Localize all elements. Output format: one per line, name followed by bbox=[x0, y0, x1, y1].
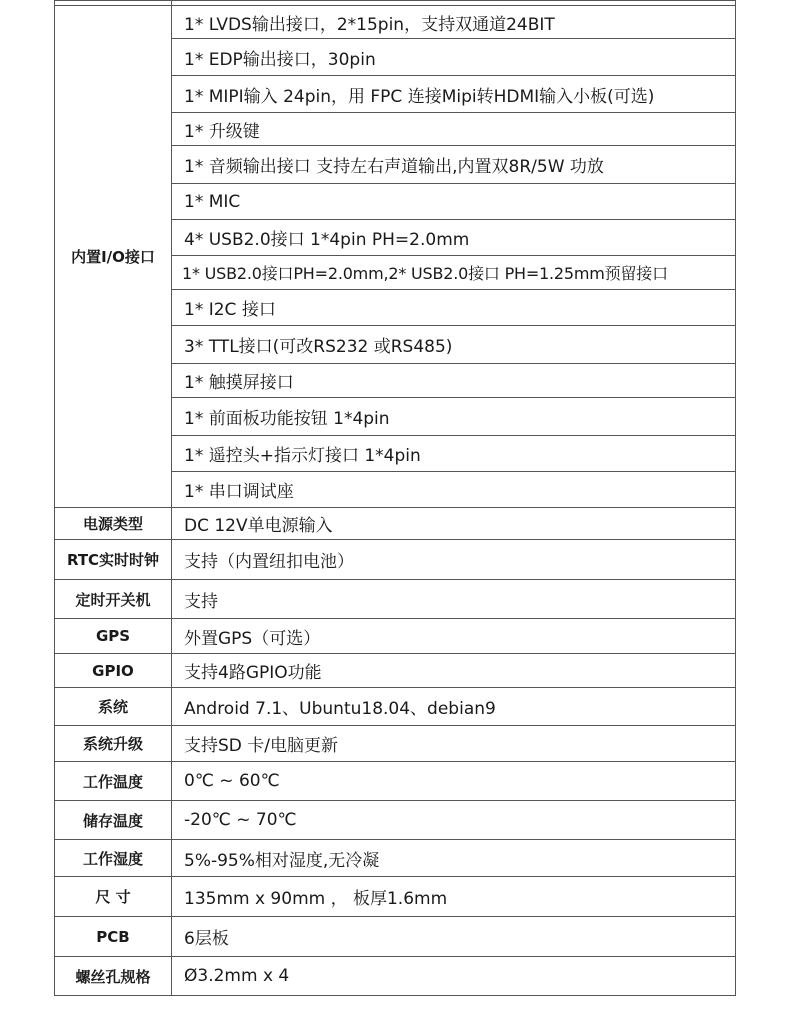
spec-value: -20℃ ~ 70℃ bbox=[172, 801, 736, 840]
spec-value: 6层板 bbox=[172, 917, 736, 957]
spec-value: 5%-95%相对湿度,无冷凝 bbox=[172, 840, 736, 877]
spec-row bbox=[55, 917, 736, 957]
spec-label: RTC实时时钟 bbox=[55, 540, 172, 580]
spec-value: DC 12V单电源输入 bbox=[172, 508, 736, 540]
spec-row bbox=[55, 762, 736, 801]
io-item: 1* USB2.0接口PH=2.0mm,2* USB2.0接口 PH=1.25mm预留接口 bbox=[172, 256, 736, 290]
spec-row bbox=[55, 619, 736, 654]
io-item: 3* TTL接口(可改RS232 或RS485) bbox=[172, 326, 736, 364]
spec-value: 支持SD 卡/电脑更新 bbox=[172, 726, 736, 762]
spec-value: 外置GPS（可选） bbox=[172, 619, 736, 654]
spec-label: PCB bbox=[55, 917, 172, 957]
io-item: 4* USB2.0接口 1*4pin PH=2.0mm bbox=[172, 220, 736, 256]
spec-label: 电源类型 bbox=[55, 508, 172, 540]
spec-row bbox=[55, 540, 736, 580]
spec-label: 工作温度 bbox=[55, 762, 172, 801]
spec-value: 135mm x 90mm ， 板厚1.6mm bbox=[172, 877, 736, 917]
spec-row bbox=[55, 840, 736, 877]
io-item: 1* MIC bbox=[172, 184, 736, 220]
spec-row bbox=[55, 801, 736, 840]
spec-label: 储存温度 bbox=[55, 801, 172, 840]
spec-label: GPS bbox=[55, 619, 172, 654]
spec-label: 系统 bbox=[55, 688, 172, 726]
spec-label: 定时开关机 bbox=[55, 580, 172, 619]
spec-row bbox=[55, 580, 736, 619]
io-row bbox=[55, 6, 736, 39]
spec-row bbox=[55, 877, 736, 917]
spec-label: GPIO bbox=[55, 654, 172, 688]
spec-value: 支持（内置纽扣电池） bbox=[172, 540, 736, 580]
io-item: 1* 触摸屏接口 bbox=[172, 364, 736, 398]
spec-value: Android 7.1、Ubuntu18.04、debian9 bbox=[172, 688, 736, 726]
spec-value: 支持 bbox=[172, 580, 736, 619]
spec-value: Ø3.2mm x 4 bbox=[172, 957, 736, 996]
io-item: 1* 音频输出接口 支持左右声道输出,内置双8R/5W 功放 bbox=[172, 146, 736, 184]
io-item: 1* 串口调试座 bbox=[172, 472, 736, 508]
io-item: 1* 升级键 bbox=[172, 113, 736, 146]
io-item: 1* EDP输出接口，30pin bbox=[172, 39, 736, 76]
spec-label: 工作湿度 bbox=[55, 840, 172, 877]
io-label: 内置I/O接口 bbox=[55, 6, 172, 508]
io-item: 1* I2C 接口 bbox=[172, 290, 736, 326]
spec-value: 支持4路GPIO功能 bbox=[172, 654, 736, 688]
io-item: 1* MIPI输入 24pin，用 FPC 连接Mipi转HDMI输入小板(可选) bbox=[172, 76, 736, 113]
spec-row bbox=[55, 957, 736, 996]
spec-value: 0℃ ~ 60℃ bbox=[172, 762, 736, 801]
spec-row bbox=[55, 654, 736, 688]
io-item: 1* LVDS输出接口，2*15pin，支持双通道24BIT bbox=[172, 6, 736, 39]
spec-label: 尺 寸 bbox=[55, 877, 172, 917]
spec-row bbox=[55, 726, 736, 762]
spec-row bbox=[55, 688, 736, 726]
io-item: 1* 前面板功能按钮 1*4pin bbox=[172, 398, 736, 436]
spec-label: 系统升级 bbox=[55, 726, 172, 762]
spec-row bbox=[55, 508, 736, 540]
spec-table bbox=[54, 0, 736, 996]
io-item: 1* 遥控头+指示灯接口 1*4pin bbox=[172, 436, 736, 472]
spec-label: 螺丝孔规格 bbox=[55, 957, 172, 996]
